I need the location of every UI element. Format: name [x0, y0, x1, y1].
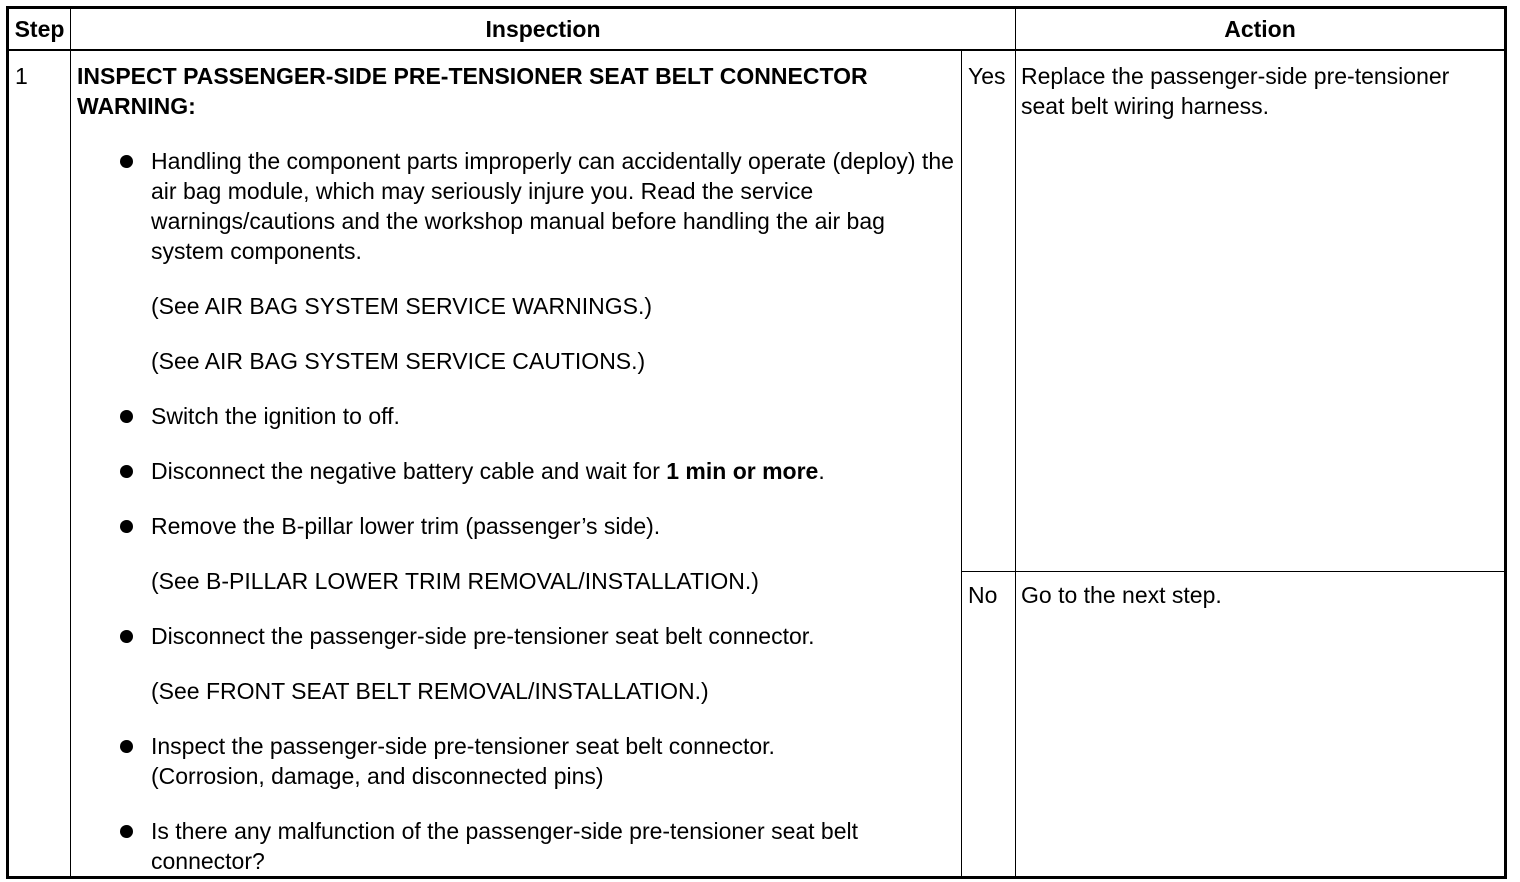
bullet-text: Switch the ignition to off.: [151, 403, 400, 429]
bullet-icon: [120, 465, 133, 478]
inspection-title-line1: INSPECT PASSENGER-SIDE PRE-TENSIONER SEAT BELT CONNECTOR: [77, 63, 868, 89]
list-item: [151, 731, 955, 791]
bullet-text: Handling the component parts improperly can accidentally operate (deploy) the air bag module, which may seriously injure you. Read the service warnings/cautions and the workshop manual before handling the air bag system components.: [151, 148, 954, 264]
yes-label: Yes: [962, 50, 1016, 571]
inspection-cell: [71, 50, 962, 878]
bullet-icon: [120, 155, 133, 168]
list-item: [151, 511, 955, 596]
table-header-row: [8, 8, 1506, 51]
bullet-text: Is there any malfunction of the passenger-side pre-tensioner seat belt connector?: [151, 818, 859, 874]
action-column-header: Action: [1016, 8, 1506, 51]
bullet-icon: [120, 825, 133, 838]
inspection-title: [77, 61, 955, 121]
bullet-text-part: Disconnect the negative battery cable and wait for: [151, 458, 667, 484]
bullet-text: Inspect the passenger-side pre-tensioner seat belt connector.: [151, 733, 775, 759]
no-action: Go to the next step.: [1016, 571, 1506, 878]
wait-time-value: 1 min or more: [666, 458, 819, 484]
reference-note: (See AIR BAG SYSTEM SERVICE CAUTIONS.): [151, 348, 646, 374]
reference-note: (See FRONT SEAT BELT REMOVAL/INSTALLATION.): [151, 678, 709, 704]
no-label: No: [962, 571, 1016, 878]
bullet-text-part: .: [818, 458, 825, 484]
reference-note: (See B-PILLAR LOWER TRIM REMOVAL/INSTALLATION.): [151, 568, 759, 594]
bullet-icon: [120, 630, 133, 643]
list-item: [151, 621, 955, 706]
warning-steps-list: [77, 146, 955, 876]
step-column-header: Step: [8, 8, 71, 51]
warning-label: WARNING:: [77, 93, 196, 119]
list-item: [151, 456, 955, 486]
list-item: [151, 816, 955, 876]
inspection-column-header: Inspection: [71, 8, 1016, 51]
bullet-text-line2: (Corrosion, damage, and disconnected pins): [151, 763, 604, 789]
inspection-table: [6, 6, 1507, 879]
table-row: [8, 50, 1506, 571]
step-number: 1: [8, 50, 71, 878]
list-item: [151, 146, 955, 376]
list-item: [151, 401, 955, 431]
bullet-text: Disconnect the passenger-side pre-tensioner seat belt connector.: [151, 623, 815, 649]
yes-action: Replace the passenger-side pre-tensioner seat belt wiring harness.: [1016, 50, 1506, 571]
bullet-icon: [120, 740, 133, 753]
bullet-text: [151, 456, 955, 486]
reference-note: (See AIR BAG SYSTEM SERVICE WARNINGS.): [151, 293, 653, 319]
bullet-icon: [120, 410, 133, 423]
bullet-icon: [120, 520, 133, 533]
bullet-text: Remove the B-pillar lower trim (passenger’s side).: [151, 513, 661, 539]
